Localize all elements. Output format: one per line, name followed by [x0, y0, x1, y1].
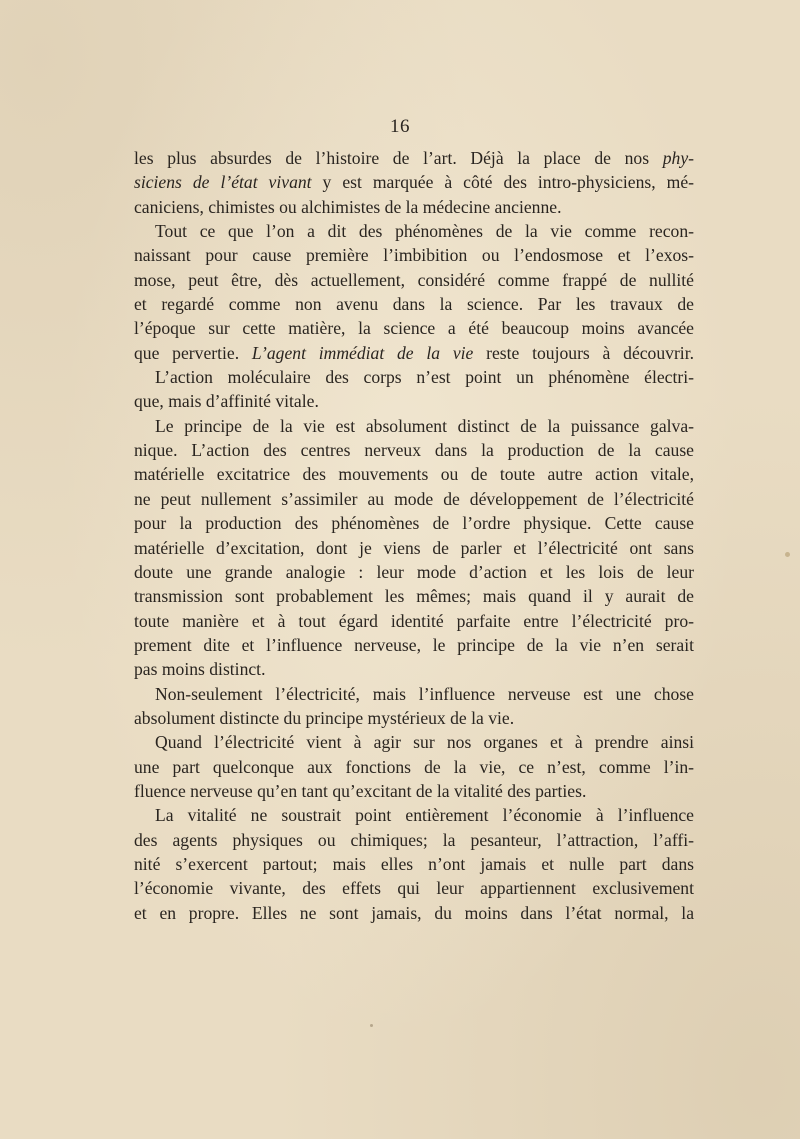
text-line: Le principe de la vie est absolument distinct de la puissance galva-: [155, 415, 694, 436]
text-line: une part quelconque aux fonctions de la vie, ce n’est, comme l’in-: [134, 756, 694, 777]
text-line: matérielle excitatrice des mouvements ou de toute autre action vitale,: [134, 464, 694, 485]
text-line: fluence nerveuse qu’en tant qu’excitant de la vitalité des parties.: [134, 780, 587, 801]
text-line: Quand l’électricité vient à agir sur nos organes et à prendre ainsi: [155, 732, 694, 753]
text-line: l’économie vivante, des effets qui leur appartiennent exclusivement: [134, 878, 694, 899]
text-line: caniciens, chimistes ou alchimistes de la médecine ancienne.: [134, 196, 562, 217]
text-line: L’action moléculaire des corps n’est point un phénomène électri-: [155, 367, 694, 388]
text-line: siciens de l’état vivant y est marquée à côté des intro-physiciens, mé-: [134, 172, 694, 193]
text-line: matérielle d’excitation, dont je viens de parler et l’électricité ont sans: [134, 537, 694, 558]
text-line: toute manière et à tout égard identité parfaite entre l’électricité pro-: [134, 610, 694, 631]
text-line: que pervertie. L’agent immédiat de la vie reste toujours à découvrir.: [134, 342, 694, 363]
text-line: Tout ce que l’on a dit des phénomènes de la vie comme recon-: [155, 221, 694, 242]
text-line: naissant pour cause première l’imbibition ou l’endosmose et l’exos-: [134, 245, 694, 266]
paper-speck: [370, 1024, 373, 1027]
text-line: mose, peut être, dès actuellement, considéré comme frappé de nullité: [134, 269, 694, 290]
text-line: Non-seulement l’électricité, mais l’influence nerveuse est une chose: [155, 683, 694, 704]
page-number: 16: [390, 116, 410, 137]
text-line: doute une grande analogie : leur mode d’action et les lois de leur: [134, 561, 694, 582]
paper-speck: [785, 552, 790, 557]
text-line: ne peut nullement s’assimiler au mode de développement de l’électricité: [134, 488, 694, 509]
text-line: les plus absurdes de l’histoire de l’art. Déjà la place de nos phy-: [134, 148, 694, 168]
text-line: pas moins distinct.: [134, 659, 266, 680]
text-line: pour la production des phénomènes de l’ordre physique. Cette cause: [134, 513, 694, 534]
text-line: transmission sont probablement les mêmes; mais quand il y aurait de: [134, 586, 694, 607]
text-line: absolument distincte du principe mystérieux de la vie.: [134, 707, 515, 728]
text-line: l’époque sur cette matière, la science a été beaucoup moins avancée: [134, 318, 694, 339]
text-line: La vitalité ne soustrait point entièrement l’économie à l’influence: [155, 805, 694, 826]
text-line: prement dite et l’influence nerveuse, le principe de la vie n’en serait: [134, 634, 694, 655]
text-line: des agents physiques ou chimiques; la pesanteur, l’attraction, l’affi-: [134, 829, 694, 850]
text-line: nité s’exercent partout; mais elles n’ont jamais et nulle part dans: [134, 853, 694, 874]
text-line: et en propre. Elles ne sont jamais, du moins dans l’état normal, la: [134, 902, 694, 923]
text-line: et regardé comme non avenu dans la science. Par les travaux de: [134, 294, 694, 315]
text-line: que, mais d’affinité vitale.: [134, 391, 319, 412]
body-text: [134, 146, 694, 925]
text-line: nique. L’action des centres nerveux dans la production de la cause: [134, 440, 694, 461]
